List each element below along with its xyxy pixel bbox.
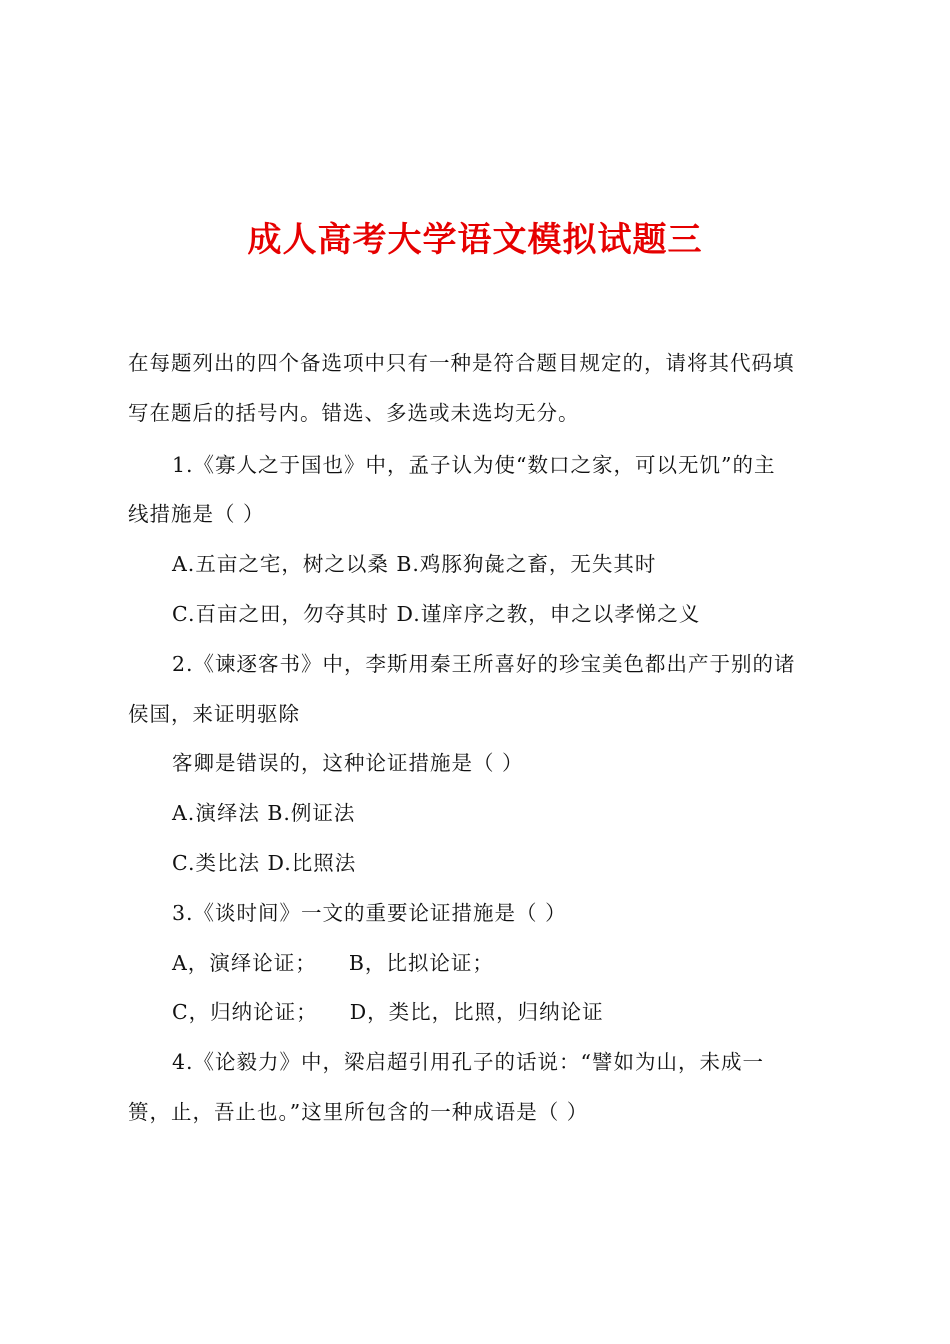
document-title: 成人高考大学语文模拟试题三 xyxy=(247,220,703,260)
question-2-stem-line-3: 客卿是错误的，这种论证措施是（ ） xyxy=(172,751,524,775)
question-3-option-c: C，归纳论证； xyxy=(172,1000,318,1024)
question-4-stem-line-1: 4.《论毅力》中，梁启超引用孔子的话说：“譬如为山，未成一 xyxy=(172,1050,765,1074)
question-1-options-line-1: A.五亩之宅，树之以桑 B.鸡豚狗彘之畜，无失其时 xyxy=(172,552,657,576)
question-2-options-line-1: A.演绎法 B.例证法 xyxy=(172,801,356,825)
question-3-stem: 3.《谈时间》一文的重要论证措施是（ ） xyxy=(172,901,567,925)
question-1-stem-line-1: 1.《寡人之于国也》中，孟子认为使“数口之家，可以无饥”的主 xyxy=(172,453,776,477)
question-2-stem-line-2: 侯国，来证明驱除 xyxy=(128,702,300,726)
instructions-line-1: 在每题列出的四个备选项中只有一种是符合题目规定的，请将其代码填 xyxy=(128,351,795,375)
question-3-option-d: D，类比，比照，归纳论证 xyxy=(349,1000,604,1024)
question-3-options-line-1 xyxy=(172,948,832,978)
question-3-option-b: B，比拟论证； xyxy=(348,951,494,975)
instructions-line-2: 写在题后的括号内。错选、多选或未选均无分。 xyxy=(128,401,580,425)
question-2-options-line-2: C.类比法 D.比照法 xyxy=(172,851,357,875)
question-3-options-line-2 xyxy=(172,997,832,1027)
question-2-stem-line-1: 2.《谏逐客书》中，李斯用秦王所喜好的珍宝美色都出产于别的诸 xyxy=(172,652,796,676)
question-3-option-a: A，演绎论证； xyxy=(172,951,317,975)
question-1-stem-line-2: 线措施是（ ） xyxy=(128,502,265,526)
question-1-options-line-2: C.百亩之田，勿夺其时 D.谨庠序之教，申之以孝悌之义 xyxy=(172,602,701,626)
question-4-stem-line-2: 篑，止，吾止也。”这里所包含的一种成语是（ ） xyxy=(128,1100,589,1124)
